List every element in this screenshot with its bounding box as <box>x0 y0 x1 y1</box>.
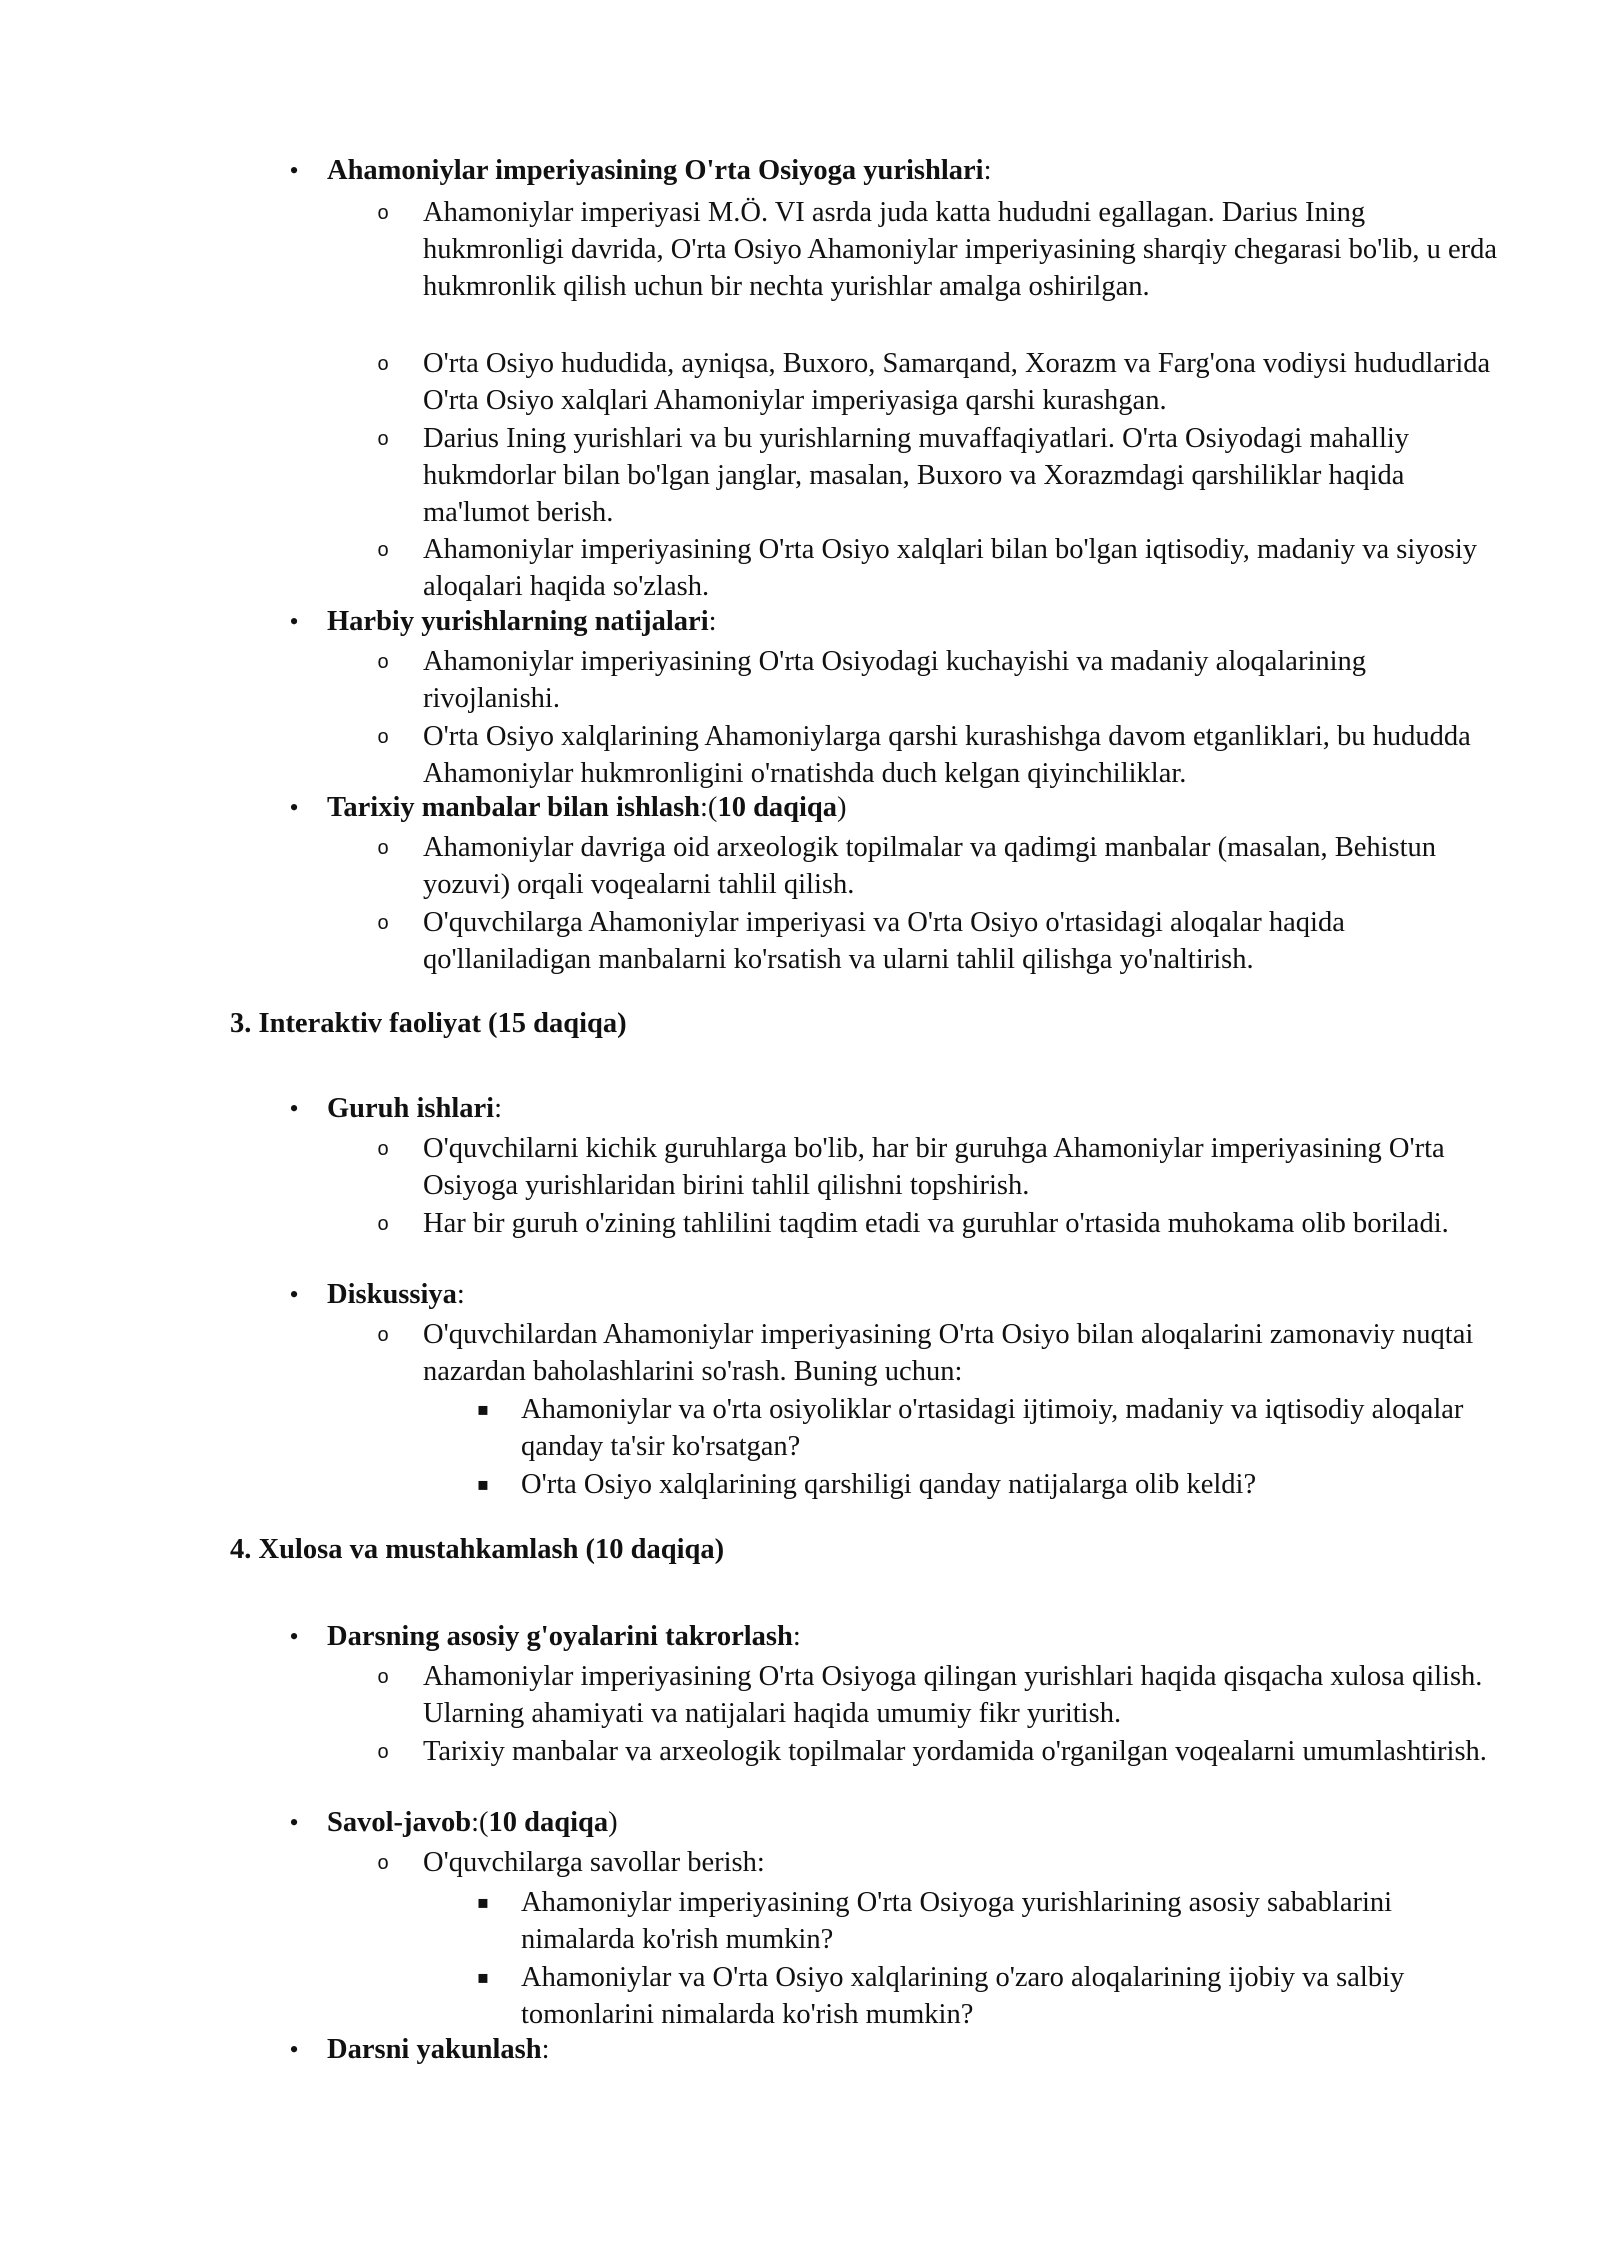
list-item-heading: Darsni yakunlash <box>327 2034 542 2065</box>
list-item-level2 <box>377 531 1503 605</box>
bullet-circle-icon: o <box>377 912 389 934</box>
bullet-square-icon: ▪ <box>476 1967 490 1988</box>
list-item-text: Ahamoniylar imperiyasining O'rta Osiyoga qilingan yurishlari haqida qisqacha xulosa qilish. Ularning ahamiyati va natijalari haqida umumiy fikr yuritish. <box>423 1661 1483 1729</box>
list-item-text: Ahamoniylar davriga oid arxeologik topilmalar va qadimgi manbalar (masalan, Behistun yozuvi) orqali voqealarni tahlil qilish. <box>423 832 1437 900</box>
list-item-heading: Darsning asosiy g'oyalarini takrorlash <box>327 1621 793 1652</box>
list-item-text: Ahamoniylar imperiyasining O'rta Osiyodagi kuchayishi va madaniy aloqalarining rivojlanishi. <box>423 646 1367 714</box>
list-item-level2 <box>377 829 1503 903</box>
bullet-dot-icon: • <box>289 156 299 185</box>
bullet-circle-icon: o <box>377 837 389 859</box>
list-item-level1 <box>289 2031 1497 2068</box>
list-item-level2 <box>377 1130 1503 1204</box>
list-item-text: Ahamoniylar va o'rta osiyoliklar o'rtasidagi ijtimoiy, madaniy va iqtisodiy aloqalar qanday ta'sir ko'rsatgan? <box>521 1394 1464 1462</box>
bullet-dot-icon: • <box>289 2035 299 2064</box>
bullet-circle-icon: o <box>377 651 389 673</box>
list-item-text: Ahamoniylar va O'rta Osiyo xalqlarining o'zaro aloqalarining ijobiy va salbiy tomonlarini nimalarda ko'rish mumkin? <box>521 1962 1405 2030</box>
section-heading: 4. Xulosa va mustahkamlash (10 daqiqa) <box>230 1534 725 1565</box>
list-item-suffix: : <box>792 1621 801 1652</box>
list-item-level2 <box>377 1844 1503 1881</box>
list-item-text: Ahamoniylar imperiyasining O'rta Osiyo xalqlari bilan bo'lgan iqtisodiy, madaniy va siyosiy aloqalari haqida so'zlash. <box>423 534 1478 602</box>
list-item-level2 <box>377 345 1503 419</box>
list-item-level1 <box>289 1618 1497 1655</box>
list-item-heading: Savol-javob <box>327 1807 472 1838</box>
bullet-dot-icon: • <box>289 1808 299 1837</box>
bullet-circle-icon: o <box>377 1666 389 1688</box>
bullet-circle-icon: o <box>377 726 389 748</box>
bullet-dot-icon: • <box>289 793 299 822</box>
list-item-level2 <box>377 1316 1503 1390</box>
list-item-suffix: :(10 daqiqa) <box>471 1807 618 1838</box>
list-item-suffix: : <box>456 1279 465 1310</box>
list-item-level2 <box>377 904 1503 978</box>
bullet-dot-icon: • <box>289 1094 299 1123</box>
bullet-circle-icon: o <box>377 202 389 224</box>
list-item-text: Ahamoniylar imperiyasining O'rta Osiyoga yurishlarining asosiy sabablarini nimalarda ko'rish mumkin? <box>521 1887 1393 1955</box>
list-item-suffix: : <box>983 155 992 186</box>
list-item-text: Tarixiy manbalar va arxeologik topilmalar yordamida o'rganilgan voqealarni umumlashtirish. <box>423 1736 1487 1767</box>
duration-label: 10 daqiqa <box>488 1807 609 1838</box>
list-item-heading: Harbiy yurishlarning natijalari <box>327 606 709 637</box>
bullet-circle-icon: o <box>377 539 389 561</box>
list-item-text: O'rta Osiyo hududida, ayniqsa, Buxoro, Samarqand, Xorazm va Farg'ona vodiysi hududlarida O'rta Osiyo xalqlari Ahamoniylar imperiyasiga qarshi kurashgan. <box>423 348 1491 416</box>
list-item-text: Ahamoniylar imperiyasi M.Ö. VI asrda juda katta hududni egallagan. Darius Ining hukmronligi davrida, O'rta Osiyo Ahamoniylar imperiyasining sharqiy chegarasi bo'lib, u erda hukmronlik qilish uchun bir nechta yurishlar amalga oshirilgan. <box>423 197 1498 302</box>
list-item-level3 <box>476 1959 1506 2033</box>
list-item-level1 <box>289 789 1497 826</box>
list-item-level1 <box>289 1804 1497 1841</box>
bullet-dot-icon: • <box>289 1280 299 1309</box>
list-item-level2 <box>377 1733 1503 1770</box>
bullet-circle-icon: o <box>377 1213 389 1235</box>
bullet-circle-icon: o <box>377 1138 389 1160</box>
list-item-text: Har bir guruh o'zining tahlilini taqdim etadi va guruhlar o'rtasida muhokama olib boriladi. <box>423 1208 1449 1239</box>
list-item-suffix: : <box>494 1093 503 1124</box>
list-item-level2 <box>377 420 1503 531</box>
bullet-circle-icon: o <box>377 1741 389 1763</box>
list-item-level3 <box>476 1466 1506 1503</box>
list-item-level1 <box>289 603 1497 640</box>
list-item-level1 <box>289 152 1497 189</box>
list-item-text: O'rta Osiyo xalqlarining Ahamoniylarga qarshi kurashishga davom etganliklari, bu hududda Ahamoniylar hukmronligini o'rnatishda duch kelgan qiyinchiliklar. <box>423 721 1471 789</box>
list-item-heading: Diskussiya <box>327 1279 457 1310</box>
list-item-level2 <box>377 718 1503 792</box>
bullet-circle-icon: o <box>377 1852 389 1874</box>
list-item-suffix: : <box>708 606 717 637</box>
list-item-heading: Ahamoniylar imperiyasining O'rta Osiyoga yurishlari <box>327 155 984 186</box>
list-item-text: O'quvchilarni kichik guruhlarga bo'lib, har bir guruhga Ahamoniylar imperiyasining O'rta Osiyoga yurishlaridan birini tahlil qilishni topshirish. <box>423 1133 1445 1201</box>
duration-label: 10 daqiqa <box>717 792 838 823</box>
list-item-text: O'rta Osiyo xalqlarining qarshiligi qanday natijalarga olib keldi? <box>521 1469 1257 1500</box>
bullet-circle-icon: o <box>377 353 389 375</box>
bullet-dot-icon: • <box>289 607 299 636</box>
list-item-level3 <box>476 1391 1506 1465</box>
list-item-suffix: :(10 daqiqa) <box>700 792 847 823</box>
bullet-circle-icon: o <box>377 428 389 450</box>
section-heading: 3. Interaktiv faoliyat (15 daqiqa) <box>230 1008 627 1039</box>
list-item-level2 <box>377 194 1503 305</box>
list-item-text: O'quvchilarga savollar berish: <box>423 1847 765 1878</box>
list-item-level1 <box>289 1276 1497 1313</box>
list-item-suffix: : <box>541 2034 550 2065</box>
bullet-square-icon: ▪ <box>476 1474 490 1495</box>
list-item-level3 <box>476 1884 1506 1958</box>
bullet-dot-icon: • <box>289 1622 299 1651</box>
list-item-level1 <box>289 1090 1497 1127</box>
list-item-heading: Tarixiy manbalar bilan ishlash <box>327 792 701 823</box>
list-item-heading: Guruh ishlari <box>327 1093 495 1124</box>
bullet-circle-icon: o <box>377 1324 389 1346</box>
list-item-level2 <box>377 643 1503 717</box>
list-item-level2 <box>377 1658 1503 1732</box>
list-item-text: O'quvchilardan Ahamoniylar imperiyasining O'rta Osiyo bilan aloqalarini zamonaviy nuqtai nazardan baholashlarini so'rash. Buning uchun: <box>423 1319 1474 1387</box>
list-item-level2 <box>377 1205 1503 1242</box>
bullet-square-icon: ▪ <box>476 1892 490 1913</box>
list-item-text: Darius Ining yurishlari va bu yurishlarning muvaffaqiyatlari. O'rta Osiyodagi mahalliy hukmdorlar bilan bo'lgan janglar, masalan, Buxoro va Xorazmdagi qarshiliklar haqida ma'lumot berish. <box>423 423 1410 528</box>
bullet-square-icon: ▪ <box>476 1399 490 1420</box>
list-item-text: O'quvchilarga Ahamoniylar imperiyasi va O'rta Osiyo o'rtasidagi aloqalar haqida qo'llaniladigan manbalarni ko'rsatish va ularni tahlil qilishga yo'naltirish. <box>423 907 1345 975</box>
